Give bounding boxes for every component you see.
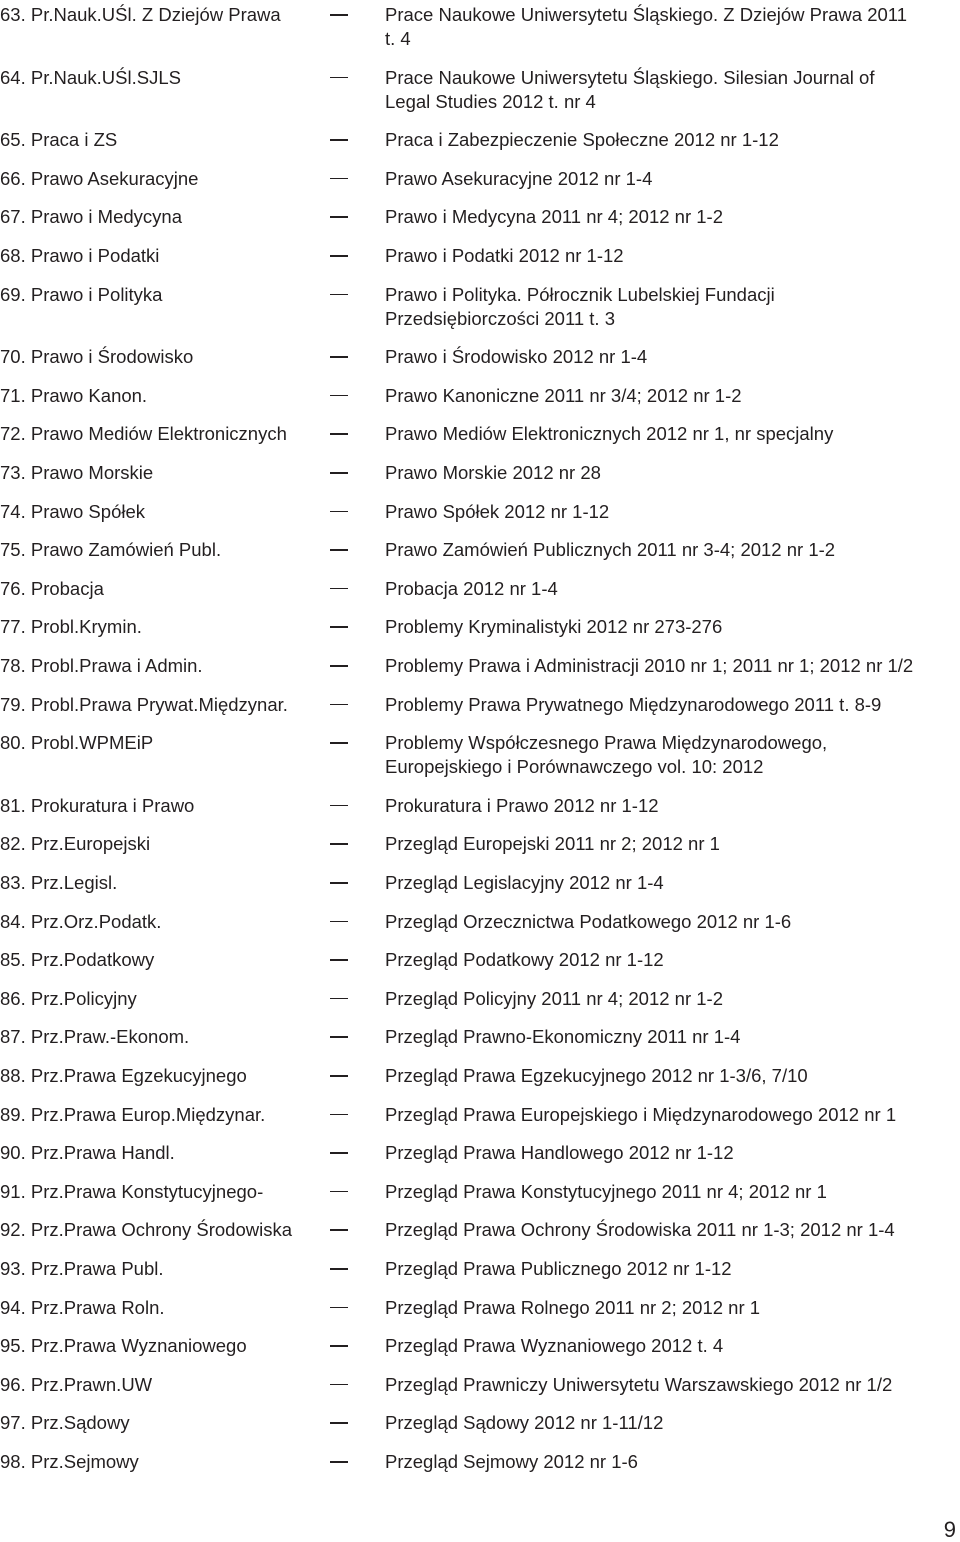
entry-full-title bbox=[385, 384, 960, 408]
entry-full-title bbox=[385, 832, 960, 856]
entry-full-title bbox=[385, 871, 960, 895]
entry-full-title bbox=[385, 1334, 960, 1358]
entry-full-title-line: Europejskiego i Porównawczego vol. 10: 2012 bbox=[385, 756, 764, 778]
entry-full-title-line: Przegląd Prawa Handlowego 2012 nr 1-12 bbox=[385, 1142, 734, 1164]
entry-full-title-line: Przegląd Prawa Publicznego 2012 nr 1-12 bbox=[385, 1258, 732, 1279]
entry-abbreviation: 93. Prz.Prawa Publ. bbox=[0, 1258, 164, 1279]
em-dash-separator bbox=[330, 294, 348, 296]
em-dash-separator bbox=[330, 472, 348, 474]
entry-full-title-line: Przegląd Sądowy 2012 nr 1-11/12 bbox=[385, 1412, 664, 1434]
em-dash-separator bbox=[330, 356, 348, 358]
entry-full-title bbox=[385, 1450, 960, 1474]
em-dash-separator bbox=[330, 882, 348, 884]
entry-abbreviation: 64. Pr.Nauk.UŚl.SJLS bbox=[0, 66, 181, 88]
entry-full-title bbox=[385, 1257, 960, 1281]
em-dash-separator bbox=[330, 805, 348, 807]
entry-abbreviation: 69. Prawo i Polityka bbox=[0, 283, 163, 305]
entry-abbreviation: 63. Pr.Nauk.UŚl. Z Dziejów Prawa bbox=[0, 4, 281, 25]
entry-full-title-line: Problemy Kryminalistyki 2012 nr 273-276 bbox=[385, 616, 723, 638]
entry-abbreviation: 96. Prz.Prawn.UW bbox=[0, 1373, 153, 1395]
entry-abbreviation: 80. Probl.WPMEiP bbox=[0, 732, 154, 754]
entry-abbreviation: 66. Prawo Asekuracyjne bbox=[0, 167, 199, 189]
em-dash-separator bbox=[330, 1191, 348, 1193]
entry-abbreviation: 72. Prawo Mediów Elektronicznych bbox=[0, 423, 287, 445]
entry-full-title-line: Problemy Współczesnego Prawa Międzynarodowego, bbox=[385, 732, 828, 754]
em-dash-separator bbox=[330, 549, 348, 551]
entry-full-title bbox=[385, 1064, 960, 1088]
entry-abbreviation: 79. Probl.Prawa Prywat.Międzynar. bbox=[0, 693, 288, 715]
em-dash-separator bbox=[330, 998, 348, 1000]
entry-abbreviation: 82. Prz.Europejski bbox=[0, 833, 151, 855]
entry-abbreviation: 74. Prawo Spółek bbox=[0, 500, 146, 522]
page-number: 9 bbox=[943, 1517, 956, 1542]
entry-abbreviation: 81. Prokuratura i Prawo bbox=[0, 794, 195, 816]
em-dash-separator bbox=[330, 14, 348, 16]
entry-full-title-line: Prace Naukowe Uniwersytetu Śląskiego. Z Dziejów Prawa 2011 bbox=[385, 4, 908, 25]
entry-abbreviation: 75. Prawo Zamówień Publ. bbox=[0, 539, 222, 561]
em-dash-separator bbox=[330, 626, 348, 628]
entry-full-title-line: Prawo i Medycyna 2011 nr 4; 2012 nr 1-2 bbox=[385, 206, 723, 228]
entry-full-title-line: Prawo i Podatki 2012 nr 1-12 bbox=[385, 245, 624, 266]
entry-full-title bbox=[385, 1373, 960, 1397]
em-dash-separator bbox=[330, 959, 348, 961]
entry-full-title-line: Przegląd Prawa Konstytucyjnego 2011 nr 4; 2012 nr 1 bbox=[385, 1180, 827, 1202]
entry-full-title bbox=[385, 948, 960, 972]
entry-abbreviation: 89. Prz.Prawa Europ.Międzynar. bbox=[0, 1103, 266, 1125]
em-dash-separator bbox=[330, 742, 348, 744]
entry-full-title bbox=[385, 577, 960, 601]
entry-full-title-line: Prawo Spółek 2012 nr 1-12 bbox=[385, 500, 610, 522]
entry-full-title bbox=[385, 128, 960, 152]
entry-full-title bbox=[385, 1296, 960, 1320]
entry-full-title-line: Prawo Morskie 2012 nr 28 bbox=[385, 462, 601, 483]
em-dash-separator bbox=[330, 77, 348, 79]
entry-full-title-line: Przegląd Prawniczy Uniwersytetu Warszawskiego 2012 nr 1/2 bbox=[385, 1373, 893, 1395]
em-dash-separator bbox=[330, 433, 348, 435]
entry-abbreviation: 65. Praca i ZS bbox=[0, 129, 118, 151]
em-dash-separator bbox=[330, 665, 348, 667]
entry-full-title-line: Przegląd Legislacyjny 2012 nr 1-4 bbox=[385, 872, 664, 893]
entry-full-title bbox=[385, 654, 960, 678]
entry-full-title-line: Prawo Zamówień Publicznych 2011 nr 3-4; 2012 nr 1-2 bbox=[385, 539, 836, 561]
entry-full-title-line: Przegląd Prawa Europejskiego i Międzynarodowego 2012 nr 1 bbox=[385, 1103, 897, 1125]
entry-full-title-line: Przegląd Prawa Egzekucyjnego 2012 nr 1-3/6, 7/10 bbox=[385, 1065, 808, 1086]
entry-full-title bbox=[385, 1025, 960, 1049]
entry-abbreviation: 76. Probacja bbox=[0, 577, 104, 599]
entry-full-title bbox=[385, 987, 960, 1011]
entry-full-title-line: Przegląd Prawa Ochrony Środowiska 2011 nr 1-3; 2012 nr 1-4 bbox=[385, 1219, 895, 1241]
em-dash-separator bbox=[330, 704, 348, 706]
entry-full-title-line: Przegląd Prawa Rolnego 2011 nr 2; 2012 nr 1 bbox=[385, 1296, 761, 1318]
entry-abbreviation: 94. Prz.Prawa Roln. bbox=[0, 1296, 165, 1318]
entry-full-title bbox=[385, 244, 960, 268]
em-dash-separator bbox=[330, 1036, 348, 1038]
entry-full-title-line: Legal Studies 2012 t. nr 4 bbox=[385, 90, 596, 112]
em-dash-separator bbox=[330, 255, 348, 257]
entry-abbreviation: 73. Prawo Morskie bbox=[0, 462, 154, 483]
entry-full-title-line: Prawo Mediów Elektronicznych 2012 nr 1, nr specjalny bbox=[385, 423, 834, 445]
entry-full-title bbox=[385, 615, 960, 639]
entry-full-title-line: Problemy Prawa i Administracji 2010 nr 1; 2011 nr 1; 2012 nr 1/2 bbox=[385, 655, 914, 676]
em-dash-separator bbox=[330, 1307, 348, 1309]
entry-full-title-line: Prokuratura i Prawo 2012 nr 1-12 bbox=[385, 794, 659, 816]
entry-full-title bbox=[385, 1180, 960, 1204]
entry-abbreviation: 95. Prz.Prawa Wyznaniowego bbox=[0, 1335, 247, 1357]
entry-full-title bbox=[385, 538, 960, 562]
entry-abbreviation: 85. Prz.Podatkowy bbox=[0, 949, 155, 971]
entry-full-title-line: Prawo Asekuracyjne 2012 nr 1-4 bbox=[385, 167, 653, 189]
entry-abbreviation: 97. Prz.Sądowy bbox=[0, 1412, 130, 1434]
entry-abbreviation: 68. Prawo i Podatki bbox=[0, 245, 160, 266]
entry-abbreviation: 92. Prz.Prawa Ochrony Środowiska bbox=[0, 1219, 293, 1241]
entry-full-title bbox=[385, 500, 960, 524]
em-dash-separator bbox=[330, 1268, 348, 1270]
entry-full-title bbox=[385, 794, 960, 818]
entry-full-title bbox=[385, 422, 960, 446]
em-dash-separator bbox=[330, 1114, 348, 1116]
entry-full-title-line: Problemy Prawa Prywatnego Międzynarodowego 2011 t. 8-9 bbox=[385, 693, 882, 715]
em-dash-separator bbox=[330, 588, 348, 590]
entry-full-title-line: Prawo i Środowisko 2012 nr 1-4 bbox=[385, 346, 648, 368]
em-dash-separator bbox=[330, 178, 348, 180]
entry-full-title-line: Przegląd Policyjny 2011 nr 4; 2012 nr 1-2 bbox=[385, 987, 723, 1009]
entry-full-title bbox=[385, 66, 960, 114]
entry-abbreviation: 67. Prawo i Medycyna bbox=[0, 206, 183, 228]
em-dash-separator bbox=[330, 1152, 348, 1154]
entry-abbreviation: 91. Prz.Prawa Konstytucyjnego- bbox=[0, 1180, 264, 1202]
entry-full-title-line: Prawo i Polityka. Półrocznik Lubelskiej Fundacji bbox=[385, 283, 775, 305]
entry-full-title bbox=[385, 1141, 960, 1165]
em-dash-separator bbox=[330, 1345, 348, 1347]
entry-full-title-line: Przedsiębiorczości 2011 t. 3 bbox=[385, 307, 615, 329]
entry-full-title bbox=[385, 731, 960, 779]
entry-full-title bbox=[385, 910, 960, 934]
em-dash-separator bbox=[330, 1422, 348, 1424]
em-dash-separator bbox=[330, 1461, 348, 1463]
entry-full-title-line: Przegląd Prawno-Ekonomiczny 2011 nr 1-4 bbox=[385, 1026, 741, 1048]
entry-full-title-line: Prawo Kanoniczne 2011 nr 3/4; 2012 nr 1-2 bbox=[385, 384, 742, 406]
em-dash-separator bbox=[330, 216, 348, 218]
entry-full-title-line: Przegląd Sejmowy 2012 nr 1-6 bbox=[385, 1451, 638, 1472]
em-dash-separator bbox=[330, 921, 348, 923]
entry-full-title bbox=[385, 1103, 960, 1127]
entry-full-title-line: Probacja 2012 nr 1-4 bbox=[385, 577, 558, 599]
em-dash-separator bbox=[330, 511, 348, 513]
entry-abbreviation: 83. Prz.Legisl. bbox=[0, 872, 118, 893]
em-dash-separator bbox=[330, 1075, 348, 1077]
entry-full-title bbox=[385, 1411, 960, 1435]
entry-abbreviation: 86. Prz.Policyjny bbox=[0, 987, 137, 1009]
entry-abbreviation: 84. Prz.Orz.Podatk. bbox=[0, 910, 162, 932]
entry-full-title bbox=[385, 283, 960, 331]
em-dash-separator bbox=[330, 139, 348, 141]
entry-full-title-line: Prace Naukowe Uniwersytetu Śląskiego. Silesian Journal of bbox=[385, 66, 875, 88]
entry-full-title-line: Przegląd Podatkowy 2012 nr 1-12 bbox=[385, 949, 664, 971]
entry-abbreviation: 90. Prz.Prawa Handl. bbox=[0, 1142, 175, 1164]
entry-full-title bbox=[385, 345, 960, 369]
entry-full-title-line: Przegląd Prawa Wyznaniowego 2012 t. 4 bbox=[385, 1335, 724, 1357]
entry-full-title bbox=[385, 205, 960, 229]
em-dash-separator bbox=[330, 843, 348, 845]
entry-abbreviation: 77. Probl.Krymin. bbox=[0, 616, 142, 638]
entry-abbreviation: 88. Prz.Prawa Egzekucyjnego bbox=[0, 1065, 247, 1086]
entry-abbreviation: 98. Prz.Sejmowy bbox=[0, 1451, 139, 1472]
entry-abbreviation: 70. Prawo i Środowisko bbox=[0, 346, 194, 368]
entry-full-title bbox=[385, 167, 960, 191]
entry-full-title-line: Praca i Zabezpieczenie Społeczne 2012 nr 1-12 bbox=[385, 129, 779, 151]
entry-abbreviation: 71. Prawo Kanon. bbox=[0, 384, 148, 406]
entry-full-title bbox=[385, 693, 960, 717]
entry-full-title-line: t. 4 bbox=[385, 28, 411, 49]
entry-full-title bbox=[385, 1218, 960, 1242]
entry-full-title bbox=[385, 3, 960, 51]
entry-abbreviation: 87. Prz.Praw.-Ekonom. bbox=[0, 1026, 190, 1048]
entry-abbreviation: 78. Probl.Prawa i Admin. bbox=[0, 655, 203, 676]
entry-full-title-line: Przegląd Europejski 2011 nr 2; 2012 nr 1 bbox=[385, 833, 720, 855]
em-dash-separator bbox=[330, 395, 348, 397]
em-dash-separator bbox=[330, 1384, 348, 1386]
em-dash-separator bbox=[330, 1229, 348, 1231]
entry-full-title bbox=[385, 461, 960, 485]
entry-full-title-line: Przegląd Orzecznictwa Podatkowego 2012 nr 1-6 bbox=[385, 910, 792, 932]
